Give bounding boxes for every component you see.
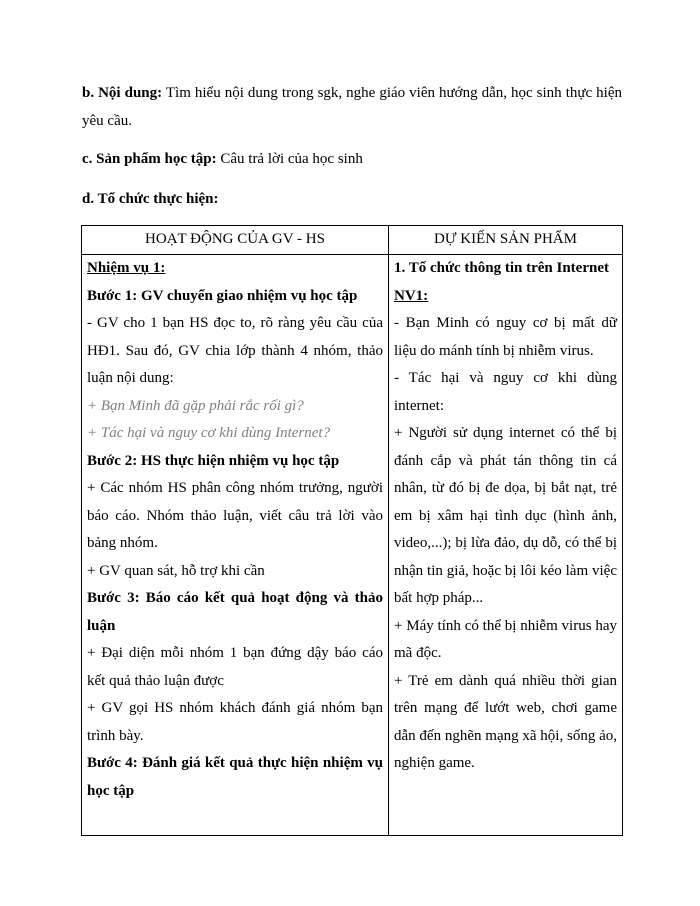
section-b-text: Tìm hiểu nội dung trong sgk, nghe giáo viên hướng dẫn, học sinh thực hiện yêu cầu. [82, 85, 622, 129]
section-d-paragraph [82, 185, 622, 213]
answer-4: + Máy tính có thể bị nhiễm virus hay mã độc. [394, 617, 617, 661]
answer-3: + Người sử dụng internet có thể bị đánh cắp và phát tán thông tin cá nhân, từ đó bị đe dọa, bị bắt nạt, trẻ em bị xâm hại tình dục (hình ảnh, video,...); bị lừa đảo, dụ dỗ, có thể bị nhận tin giả, hoặc bị lôi kéo làm việc bất hợp pháp... [394, 425, 617, 606]
step-3-text-b: + GV gọi HS nhóm khách đánh giá nhóm bạn trình bày. [87, 700, 383, 744]
table-body-row [82, 255, 623, 836]
step-2-text-a: + Các nhóm HS phân công nhóm trưởng, người báo cáo. Nhóm thảo luận, viết câu trả lời vào bảng nhóm. [87, 480, 383, 551]
question-1: + Bạn Minh đã gặp phải rắc rối gì? [87, 397, 304, 414]
step-2-heading: Bước 2: HS thực hiện nhiệm vụ học tập [87, 452, 340, 469]
step-3-heading: Bước 3: Báo cáo kết quả hoạt động và thảo luận [87, 590, 383, 634]
answer-2: - Tác hại và nguy cơ khi dùng internet: [394, 370, 617, 414]
step-2-text-b: + GV quan sát, hỗ trợ khi cần [87, 562, 265, 579]
header-expected-product: DỰ KIẾN SẢN PHẨM [389, 226, 623, 255]
section-c-paragraph [82, 145, 622, 173]
answer-1: - Bạn Minh có nguy cơ bị mất dữ liệu do mánh tính bị nhiễm virus. [394, 315, 617, 359]
step-1-text: - GV cho 1 bạn HS đọc to, rõ ràng yêu cầu của HĐ1. Sau đó, GV chia lớp thành 4 nhóm, thảo luận nội dung: [87, 315, 383, 386]
step-1-heading: Bước 1: GV chuyển giao nhiệm vụ học tập [87, 287, 358, 304]
answer-5: + Trẻ em dành quá nhiều thời gian trên mạng để lướt web, chơi game dẫn đến nghẽn mạng xã hội, sống ảo, nghiện game. [394, 672, 617, 771]
table-header-row [82, 226, 623, 255]
activity-cell [82, 255, 389, 836]
activity-table [81, 225, 623, 836]
section-b-label: b. Nội dung: [82, 85, 163, 101]
nv1-label: NV1: [394, 287, 429, 304]
product-cell [389, 255, 623, 836]
section-c-label: c. Sản phẩm học tập: [82, 151, 217, 167]
step-4-heading: Bước 4: Đánh giá kết quả thực hiện nhiệm vụ học tập [87, 755, 383, 799]
header-teacher-student: HOẠT ĐỘNG CỦA GV - HS [82, 226, 389, 255]
task-label: Nhiệm vụ 1: [87, 260, 166, 276]
section-d-label: d. Tổ chức thực hiện: [82, 191, 219, 207]
product-heading: 1. Tổ chức thông tin trên Internet [394, 260, 609, 276]
question-2: + Tác hại và nguy cơ khi dùng Internet? [87, 425, 331, 441]
step-3-text-a: + Đại diện mỗi nhóm 1 bạn đứng dậy báo cáo kết quả thảo luận được [87, 645, 383, 689]
section-c-text: Câu trả lời của học sinh [216, 151, 363, 167]
section-b-paragraph [82, 79, 622, 135]
